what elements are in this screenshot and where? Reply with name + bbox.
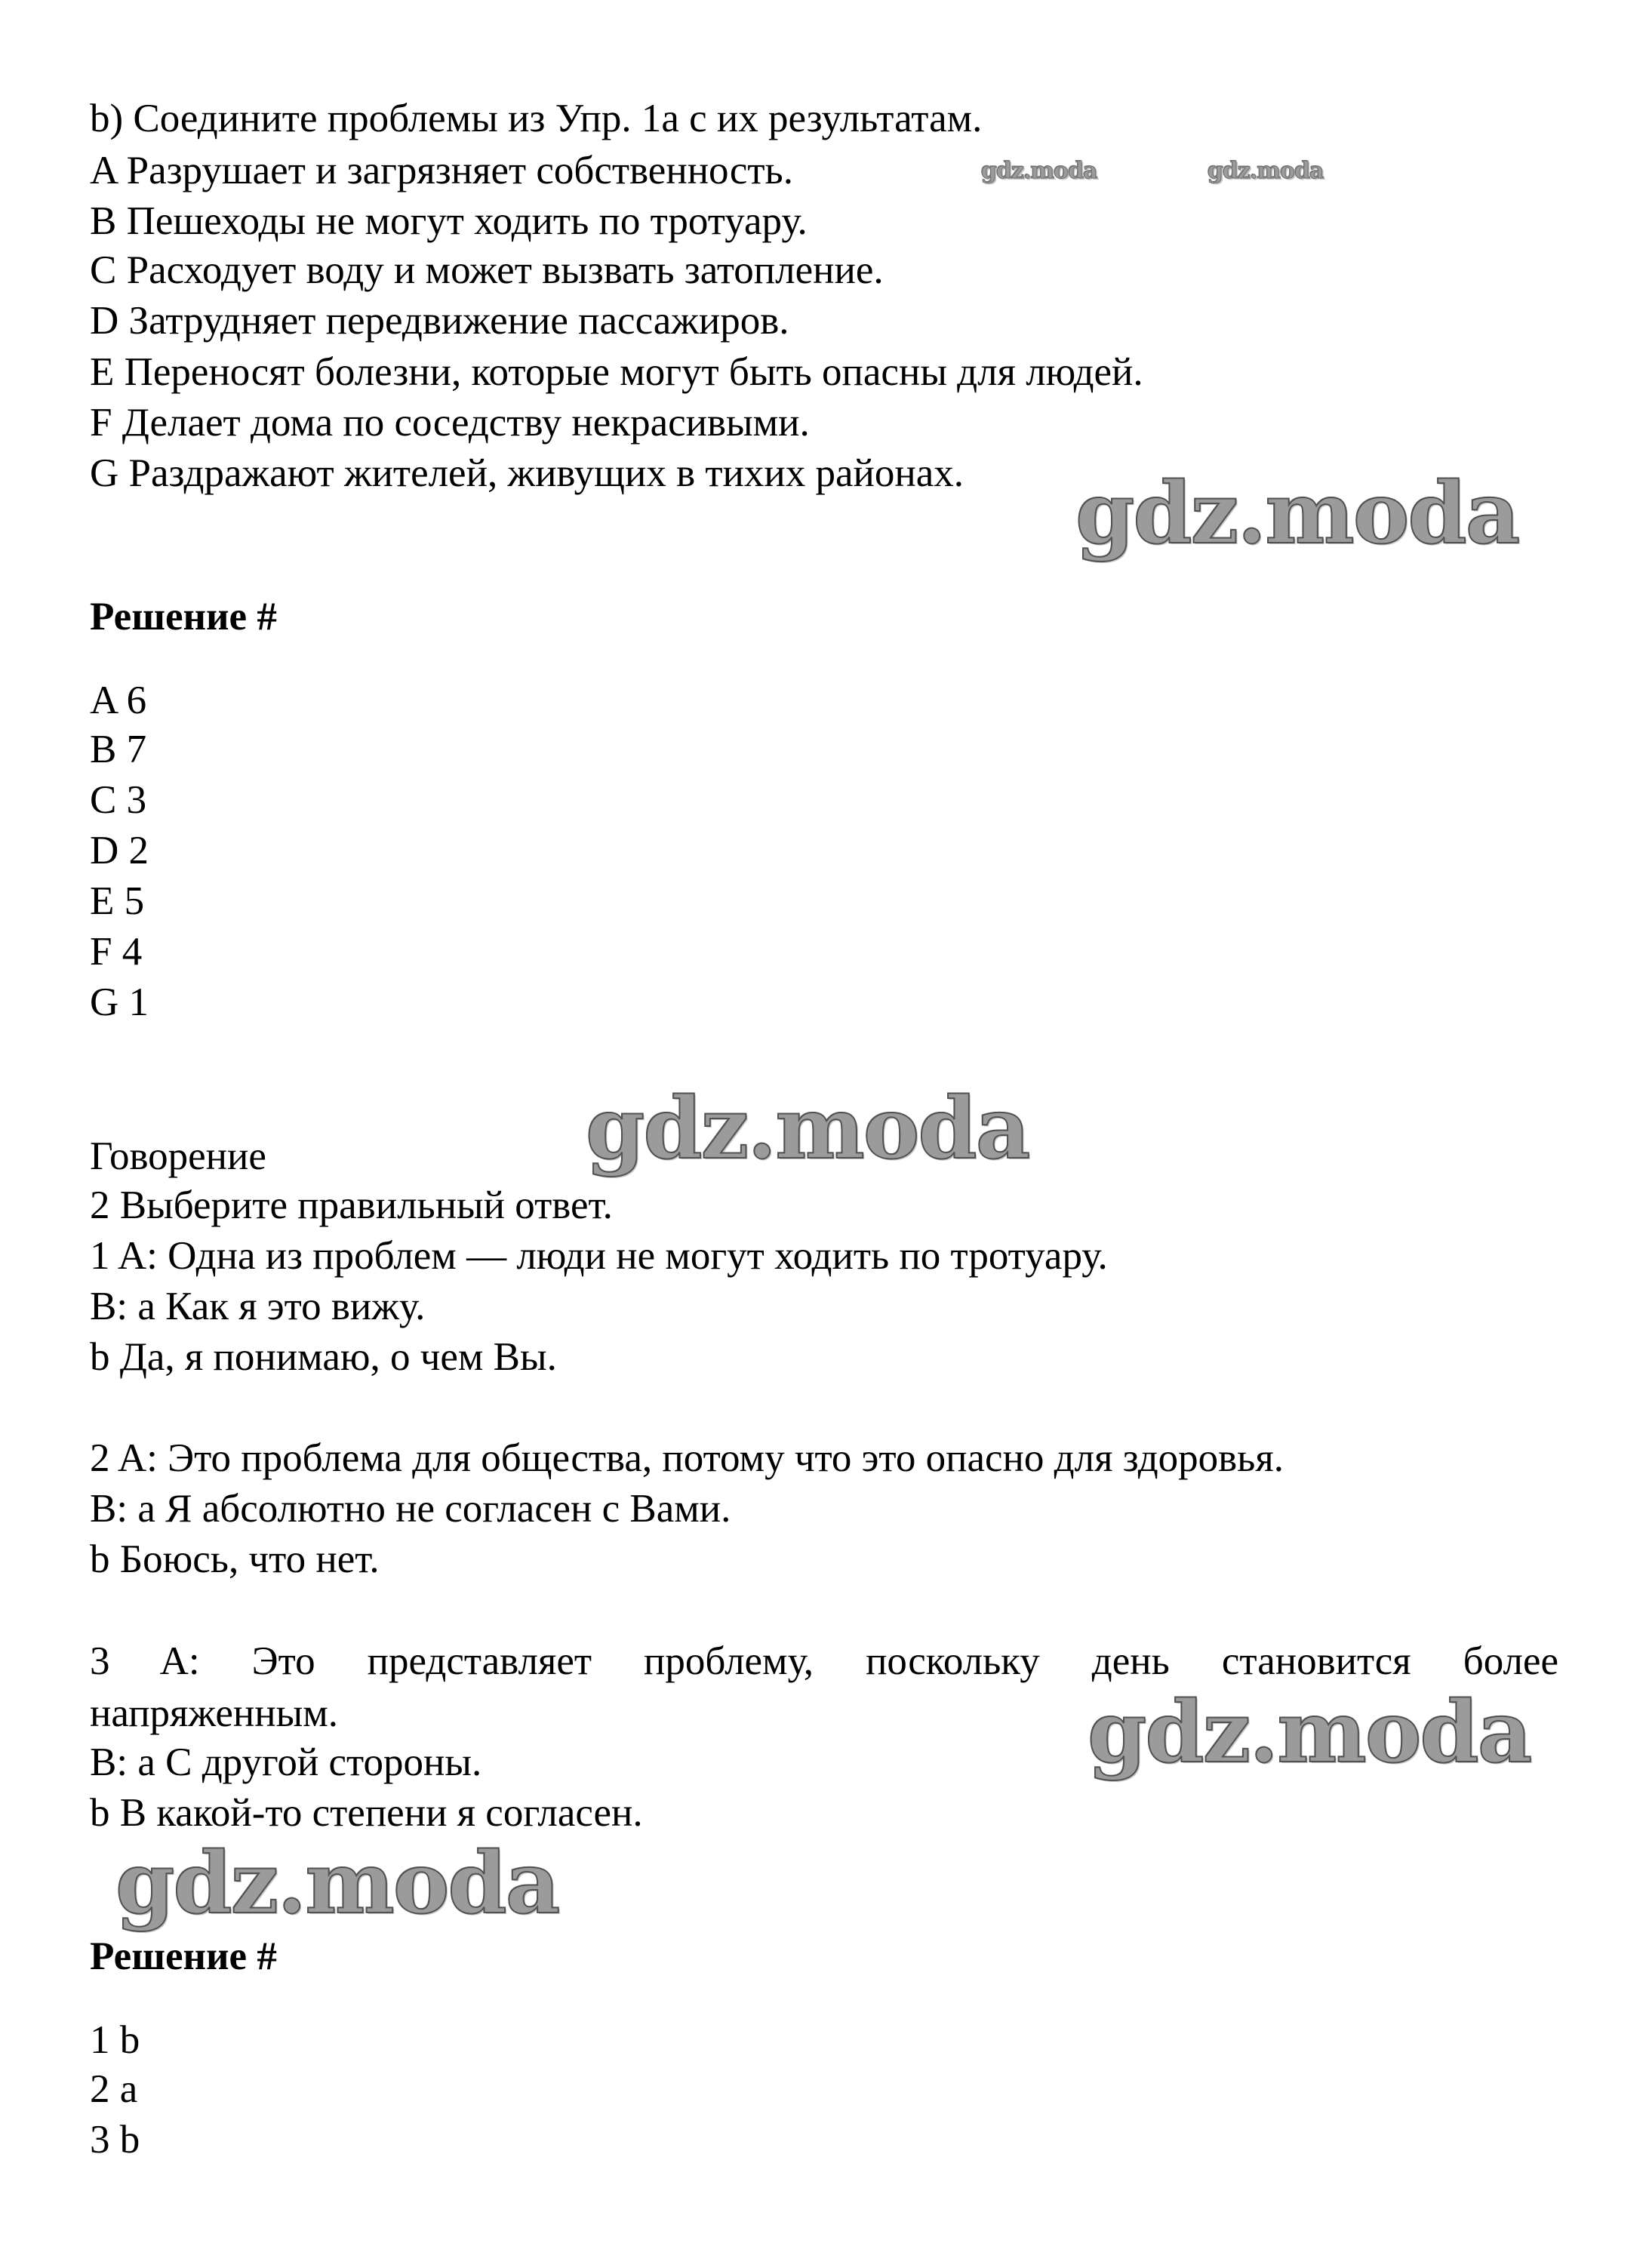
exercise-item: D Затрудняет передвижение пассажиров. [90,299,789,343]
exercise-item: A Разрушает и загрязняет собственность. [90,149,793,192]
exercise-item: F Делает дома по соседству некрасивыми. [90,401,810,445]
answer-item: F 4 [90,930,143,974]
watermark-logo: gdz.moda [115,1834,559,1933]
dialogue-line: 1 A: Одна из проблем — люди не могут ходить по тротуару. [90,1234,1108,1278]
watermark-logo: gdz.moda [1208,158,1324,184]
dialogue-line: B: a Я абсолютно не согласен с Вами. [90,1487,731,1531]
answer-item: B 7 [90,728,147,771]
dialogue-line: напряженным. [90,1691,338,1735]
solution-heading: Решение # [90,1934,277,1978]
answer-item: 3 b [90,2118,140,2162]
answer-item: E 5 [90,879,145,923]
answer-item: C 3 [90,778,147,822]
section-heading: Говорение [90,1134,266,1178]
watermark-logo: gdz.moda [586,1079,1029,1178]
exercise-item: G Раздражают жителей, живущих в тихих районах. [90,451,964,495]
watermark-logo: gdz.moda [1075,464,1519,563]
solution-heading: Решение # [90,595,277,639]
dialogue-line: b В какой-то степени я согласен. [90,1791,643,1835]
dialogue-line: B: a Как я это вижу. [90,1285,426,1328]
exercise-item: C Расходует воду и может вызвать затопление. [90,248,884,292]
dialogue-line: 3 A: Это представляет проблему, поскольку день становится более [90,1639,1558,1683]
exercise-item: E Переносят болезни, которые могут быть опасны для людей. [90,350,1143,394]
exercise-item: B Пешеходы не могут ходить по тротуару. [90,199,808,243]
dialogue-line: b Да, я понимаю, о чем Вы. [90,1335,557,1379]
watermark-logo: gdz.moda [1088,1683,1531,1782]
exercise-title: b) Соедините проблемы из Упр. 1a с их результатам. [90,97,983,140]
answer-item: 1 b [90,2018,140,2062]
dialogue-line: B: a С другой стороны. [90,1740,482,1784]
answer-item: A 6 [90,679,147,722]
task-title: 2 Выберите правильный ответ. [90,1183,613,1227]
dialogue-line: 2 A: Это проблема для общества, потому что это опасно для здоровья. [90,1436,1284,1480]
answer-item: 2 a [90,2067,138,2111]
answer-item: D 2 [90,829,149,872]
watermark-logo: gdz.moda [981,158,1097,184]
answer-item: G 1 [90,980,149,1024]
dialogue-line: b Боюсь, что нет. [90,1537,380,1581]
